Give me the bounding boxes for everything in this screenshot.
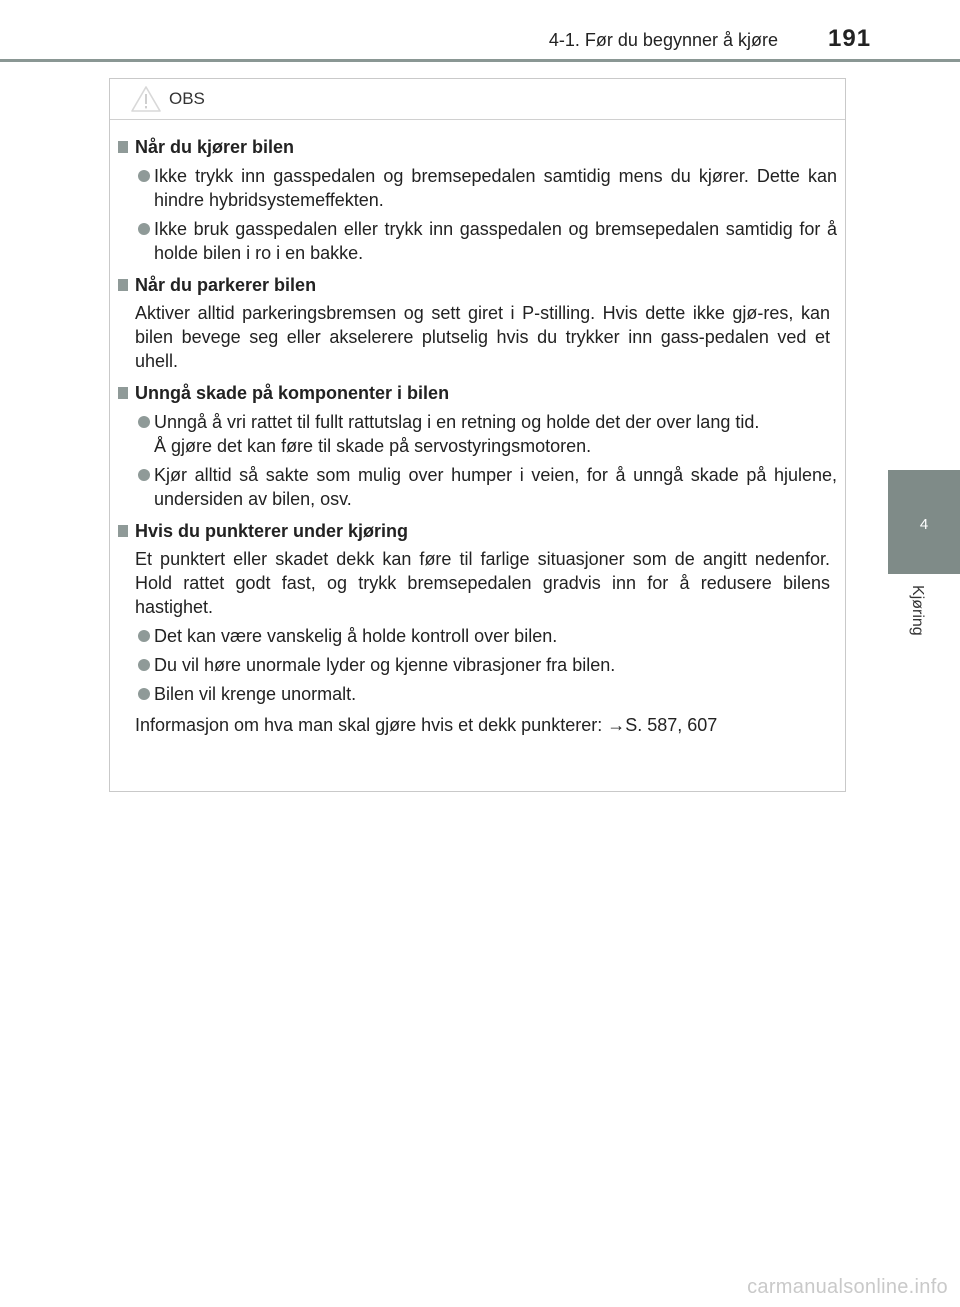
section-paragraph: Et punktert eller skadet dekk kan føre til farlige situasjoner som de angitt nedenfor. Hold rattet godt fast, og trykk bremsepedalen gradvis inn for å redusere bilens hastighet.	[135, 549, 830, 617]
list-item: Ikke trykk inn gasspedalen og bremsepedalen samtidig mens du kjører. Dette kan hindre hybridsystemeffekten.	[118, 164, 845, 212]
section-puncture	[118, 519, 845, 737]
notice-content	[110, 127, 845, 737]
section-heading: Unngå skade på komponenter i bilen	[118, 381, 845, 405]
page-reference	[118, 713, 845, 737]
chapter-tab	[888, 470, 960, 574]
section-heading: Når du parkerer bilen	[118, 273, 845, 297]
page-number: 191	[828, 25, 872, 52]
section-components	[118, 381, 845, 511]
list-item: Du vil høre unormale lyder og kjenne vibrasjoner fra bilen.	[118, 653, 845, 677]
reference-pages[interactable]: S. 587, 607	[625, 715, 718, 735]
arrow-icon: →	[607, 715, 626, 735]
list-item	[118, 410, 845, 458]
section-heading: Når du kjører bilen	[118, 135, 845, 159]
section-paragraph: Aktiver alltid parkeringsbremsen og sett giret i P-stilling. Hvis dette ikke gjø-res, kan bilen bevege seg eller akselerere plutselig hvis du trykker inn gass-pedalen ved et uhell.	[135, 303, 830, 371]
watermark: carmanualsonline.info	[747, 1276, 948, 1298]
notice-header	[110, 79, 845, 120]
section-parking	[118, 273, 845, 373]
list-item: Det kan være vanskelig å holde kontroll over bilen.	[118, 624, 845, 648]
section-driving	[118, 135, 845, 265]
notice-title: OBS	[169, 89, 205, 108]
section-title: 4-1. Før du begynner å kjøre	[548, 30, 778, 50]
section-heading: Hvis du punkterer under kjøring	[118, 519, 845, 543]
page-header	[0, 0, 960, 62]
list-item-line: Å gjøre det kan føre til skade på servostyringsmotoren.	[154, 436, 592, 456]
reference-text: Informasjon om hva man skal gjøre hvis et dekk punkterer:	[135, 715, 608, 735]
chapter-number: 4	[919, 516, 929, 533]
list-item-line: Unngå å vri rattet til fullt rattutslag i en retning og holde det der over lang tid.	[154, 412, 760, 432]
list-item: Bilen vil krenge unormalt.	[118, 682, 845, 706]
notice-box	[109, 78, 846, 792]
warning-icon	[130, 85, 162, 113]
chapter-label: Kjøring	[909, 585, 926, 636]
chapter-label-wrap	[908, 585, 926, 655]
header-divider	[0, 59, 960, 62]
list-item: Ikke bruk gasspedalen eller trykk inn gasspedalen og bremsepedalen samtidig for å holde bilen i ro i en bakke.	[118, 217, 845, 265]
list-item: Kjør alltid så sakte som mulig over humper i veien, for å unngå skade på hjulene, undersiden av bilen, osv.	[118, 463, 845, 511]
